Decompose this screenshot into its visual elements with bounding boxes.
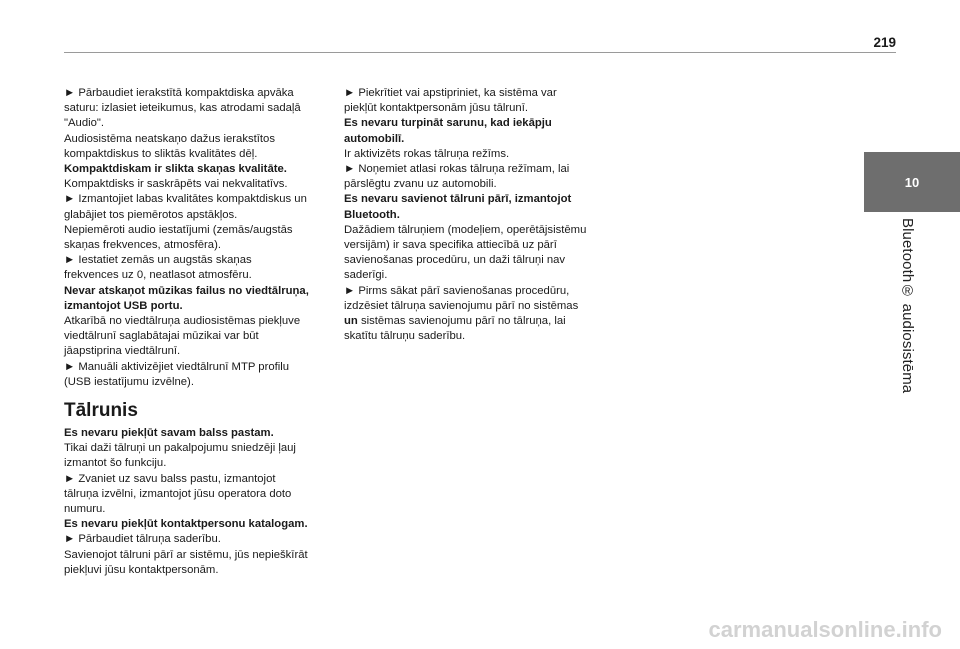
text-line: izdzēsiet tālruņa savienojumu pārī no sistēmas: [344, 299, 579, 312]
text-line: jāapstiprina viedtālrunī.: [64, 345, 181, 358]
text-line: frekvences uz 0, neatlasot atmosfēru.: [64, 269, 252, 282]
text-line: piekļuvi jūsu kontaktpersonām.: [64, 563, 219, 576]
chapter-tab: [864, 152, 960, 212]
section-heading: Tālrunis: [64, 400, 138, 422]
text-line: savienošanas procedūru, un daži tālruņi nav: [344, 254, 566, 267]
left-column: [64, 86, 324, 578]
text-line: ► Pirms sākat pārī savienošanas procedūru,: [344, 284, 570, 297]
bold-prefix: un: [344, 315, 358, 328]
bold-text-line: Es nevaru savienot tālruni pārī, izmantojot: [344, 193, 572, 206]
line-rest: sistēmas savienojumu pārī no tālruņa, lai: [357, 315, 566, 328]
text-line: Nepiemēroti audio iestatījumi (zemās/augstās: [64, 223, 293, 236]
text-line: izmantot šo funkciju.: [64, 457, 167, 470]
text-line: Atkarībā no viedtālruņa audiosistēmas piekļuve: [64, 315, 301, 328]
bold-text-line: izmantojot USB portu.: [64, 299, 183, 312]
text-line: ► Pārbaudiet ierakstītā kompaktdiska apvāka: [64, 87, 294, 99]
bold-text-line: automobilī.: [344, 132, 405, 145]
text-line: Dažādiem tālruņiem (modeļiem, operētājsistēmu: [344, 223, 587, 236]
bold-text-line: Nevar atskaņot mūzikas failus no viedtālruņa,: [64, 284, 309, 297]
text-line: ► Noņemiet atlasi rokas tālruņa režīmam, lai: [344, 163, 570, 176]
text-line: glabājiet tos piemērotos apstākļos.: [64, 208, 238, 221]
right-column: [344, 86, 604, 344]
page-number: 219: [873, 35, 896, 50]
bold-text-line: Es nevaru turpināt sarunu, kad iekāpju: [344, 117, 552, 130]
text-line: Audiosistēma neatskaņo dažus ierakstītos: [64, 132, 275, 145]
text-line: ► Zvaniet uz savu balss pastu, izmantojot: [64, 472, 276, 485]
text-line: numuru.: [64, 503, 106, 516]
bold-text-line: Es nevaru piekļūt savam balss pastam.: [64, 427, 274, 440]
text-line: Savienojot tālruni pārī ar sistēmu, jūs nepieškīrāt: [64, 548, 308, 561]
text-line: ► Pārbaudiet tālruņa saderību.: [64, 533, 221, 546]
bold-text-line: Bluetooth.: [344, 208, 400, 221]
text-line: versijām) ir sava specifika attiecībā uz pārī: [344, 239, 557, 252]
text-line: pārslēgtu zvanu uz automobili.: [344, 178, 497, 191]
text-line: Kompaktdisks ir saskrāpēts vai nekvalitatīvs.: [64, 178, 288, 191]
watermark: carmanualsonline.info: [708, 617, 942, 642]
bold-text-line: Kompaktdiskam ir slikta skaņas kvalitāte.: [64, 163, 287, 176]
text-line: Ir aktivizēts rokas tālruņa režīms.: [344, 147, 510, 160]
chapter-title: Bluetooth® audiosistēma: [899, 218, 916, 394]
text-line: saturu: izlasiet ieteikumus, kas atrodami sadaļā: [64, 102, 301, 115]
text-line: saderīgi.: [344, 269, 388, 282]
text-line: skaņas frekvences, atmosfēra).: [64, 239, 221, 252]
text-line: ► Manuāli aktivizējiet viedtālrunī MTP profilu: [64, 360, 290, 373]
text-line: Tikai daži tālruņi un pakalpojumu sniedzēji ļauj: [64, 442, 296, 455]
text-line: ► Piekrītiet vai apstipriniet, ka sistēma var: [344, 87, 557, 99]
text-line: skatītu tālruņu saderību.: [344, 330, 466, 343]
text-line: tālruņa izvēlni, izmantojot jūsu operatora doto: [64, 487, 292, 500]
text-line: [344, 314, 604, 329]
chapter-number: 10: [904, 174, 920, 190]
text-line: ► Iestatiet zemās un augstās skaņas: [64, 254, 252, 267]
text-line: viedtālrunī saglabātajai mūzikai var būt: [64, 330, 259, 343]
text-line: kompaktdiskus to sliktās kvalitātes dēļ.: [64, 147, 258, 160]
text-line: "Audio".: [64, 117, 105, 130]
bold-text-line: Es nevaru piekļūt kontaktpersonu katalogam.: [64, 518, 308, 531]
text-line: piekļūt kontaktpersonām jūsu tālrunī.: [344, 102, 528, 115]
header-rule: [64, 52, 896, 53]
text-line: ► Izmantojiet labas kvalitātes kompaktdiskus un: [64, 193, 307, 206]
text-line: (USB iestatījumu izvēlne).: [64, 375, 194, 388]
